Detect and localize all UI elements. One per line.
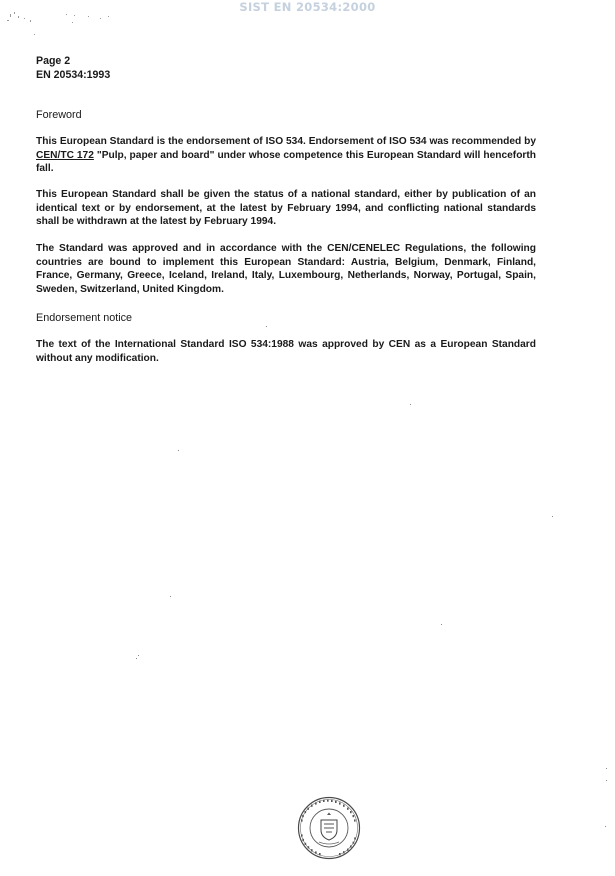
foreword-text-start: This European Standard is the endorsement of ISO 534. Endorsement of ISO 534 was recommended by [36,136,536,147]
foreword-paragraph-1 [36,135,536,176]
scan-dot [266,326,267,327]
scan-dot [606,780,607,781]
scan-dot [178,450,179,451]
scan-dot [552,516,553,517]
page-header [36,54,110,82]
watermark: SIST EN 20534:2000 [239,0,376,14]
committee-reference: CEN/TC 172 [36,149,94,161]
foreword-text-end: "Pulp, paper and board" under whose competence this European Standard will henceforth fall. [36,149,536,175]
scan-dot [441,624,442,625]
official-seal-icon [297,796,361,860]
document-id: EN 20534:1993 [36,69,111,81]
scan-dot [170,596,171,597]
scan-specks [4,4,114,44]
scan-dot [606,768,607,769]
scan-dot [136,658,137,659]
foreword-paragraph-2: This European Standard shall be given the status of a national standard, either by publication of an identical text or by endorsement, at the latest by February 1994, and conflicting national standards shall be withdrawn at the latest by February 1994. [36,189,536,228]
endorsement-paragraph: The text of the International Standard ISO 534:1988 was approved by CEN as a European Standard without any modification. [36,339,536,364]
scan-dot [410,404,411,405]
foreword-paragraph-3: The Standard was approved and in accordance with the CEN/CENELEC Regulations, the following countries are bound to implement this European Standard: Austria, Belgium, Denmark, Finland, France, Germany, Greece, Iceland, Ireland, Italy, Luxembourg, Netherlands, Norway, Portugal, Spain, Sweden, Switzerland, United Kingdom. [36,243,536,295]
scan-dot [138,655,139,656]
endorsement-heading: Endorsement notice [36,312,133,324]
foreword-heading: Foreword [36,109,82,121]
page-number: Page 2 [36,55,71,67]
scan-dot [605,826,606,827]
